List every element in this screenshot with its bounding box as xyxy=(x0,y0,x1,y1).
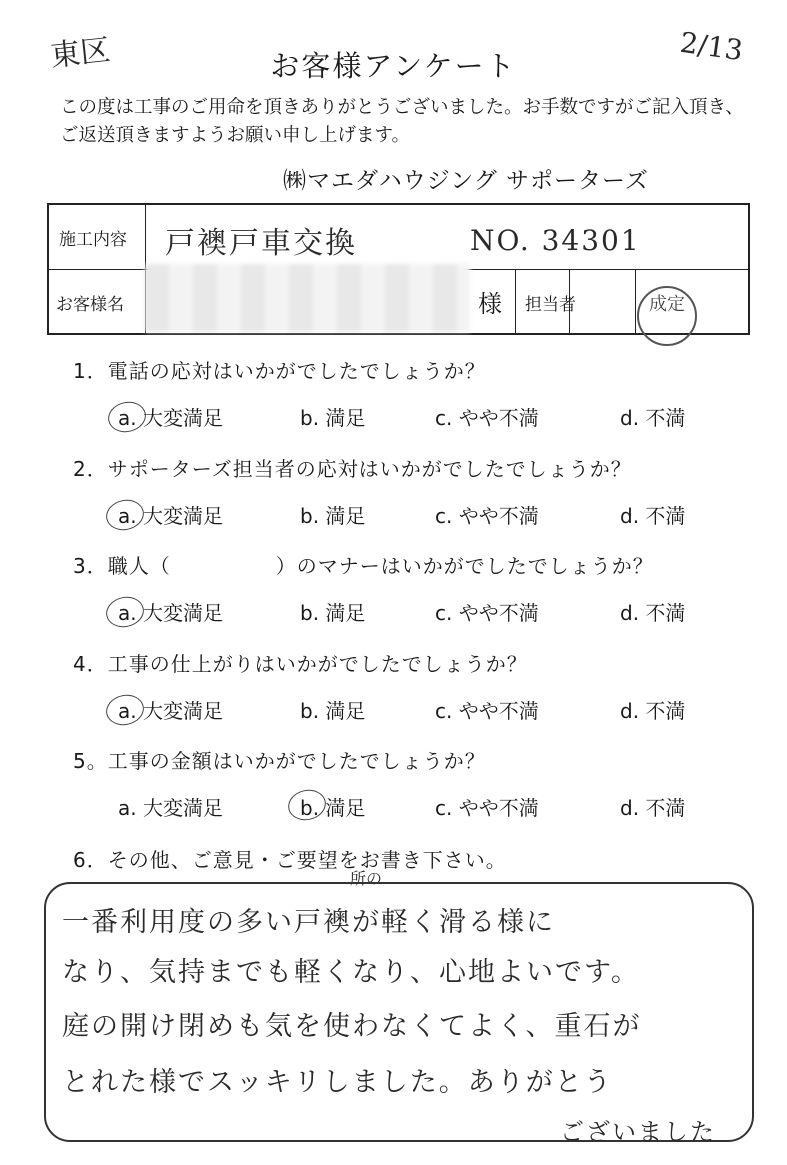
q3-option-b[interactable]: b. 満足 xyxy=(300,601,366,625)
honorific-sama: 様 xyxy=(478,290,502,318)
q5-option-d[interactable]: d. 不満 xyxy=(620,796,686,820)
comment-line: ございました xyxy=(560,1118,716,1146)
q4-option-d[interactable]: d. 不満 xyxy=(620,699,686,723)
staff-seal-stamp xyxy=(637,286,697,346)
work-number: NO. 34301 xyxy=(470,224,641,257)
table-divider xyxy=(635,269,636,333)
q5-option-b[interactable]: b. 満足 xyxy=(300,796,366,820)
q1-option-a[interactable]: a. 大変満足 xyxy=(118,406,223,430)
handwritten-insert: 所の xyxy=(350,869,383,888)
work-value: 戸襖戸車交換 xyxy=(165,226,357,261)
q1-option-c[interactable]: c. やや不満 xyxy=(435,406,539,430)
question-3: 3．職人（ ）のマナーはいかがでしたでしょうか？ xyxy=(73,554,654,578)
q4-option-a[interactable]: a. 大変満足 xyxy=(118,699,223,723)
q5-option-a[interactable]: a. 大変満足 xyxy=(118,796,223,820)
redacted-customer-name xyxy=(145,264,470,332)
q4-option-c[interactable]: c. やや不満 xyxy=(435,699,539,723)
q2-option-c[interactable]: c. やや不満 xyxy=(435,504,539,528)
handwritten-date-note: 2/13 xyxy=(678,25,745,68)
q3-option-c[interactable]: c. やや不満 xyxy=(435,601,539,625)
q1-option-d[interactable]: d. 不満 xyxy=(620,406,686,430)
q5-option-c[interactable]: c. やや不満 xyxy=(435,796,539,820)
q2-option-d[interactable]: d. 不満 xyxy=(620,504,686,528)
q3-option-a[interactable]: a. 大変満足 xyxy=(118,601,223,625)
question-2: 2．サポーターズ担当者の応対はいかがでしたでしょうか？ xyxy=(73,457,632,481)
question-1: 1．電話の応対はいかがでしたでしょうか？ xyxy=(73,359,486,383)
q2-option-a[interactable]: a. 大変満足 xyxy=(118,504,223,528)
staff-label: 担当者 xyxy=(525,295,576,315)
work-label: 施工内容 xyxy=(59,230,127,250)
handwritten-district-note: 東区 xyxy=(48,32,113,75)
comment-line: 一番利用度の多い戸襖が軽く滑る様に xyxy=(62,907,555,938)
comment-line: 庭の開け閉めも気を使わなくてよく、重石が xyxy=(62,1011,642,1042)
comment-line: とれた様でスッキリしました。ありがとう xyxy=(62,1067,613,1098)
table-divider xyxy=(515,269,516,333)
q1-option-b[interactable]: b. 満足 xyxy=(300,406,366,430)
question-5: 5。工事の金額はいかがでしたでしょうか？ xyxy=(73,749,486,773)
comment-line: なり、気持までも軽くなり、心地よいです。 xyxy=(62,957,640,988)
customer-label: お客様名 xyxy=(56,295,124,315)
company-name: ㈱マエダハウジング サポーターズ xyxy=(283,168,649,194)
q2-option-b[interactable]: b. 満足 xyxy=(300,504,366,528)
q4-option-b[interactable]: b. 満足 xyxy=(300,699,366,723)
question-6: 6．その他、ご意見・ご要望をお書き下さい。 xyxy=(73,848,507,872)
question-4: 4．工事の仕上がりはいかがでしたでしょうか？ xyxy=(73,652,528,676)
stamp-text: 成定 xyxy=(649,294,685,315)
q3-option-d[interactable]: d. 不満 xyxy=(620,601,686,625)
intro-text: この度は工事のご用命を頂きありがとうございました。お手数ですがご記入頂き、ご返送頂きますようお願い申し上げます。 xyxy=(60,97,744,146)
survey-title: お客様アンケート xyxy=(270,49,517,83)
